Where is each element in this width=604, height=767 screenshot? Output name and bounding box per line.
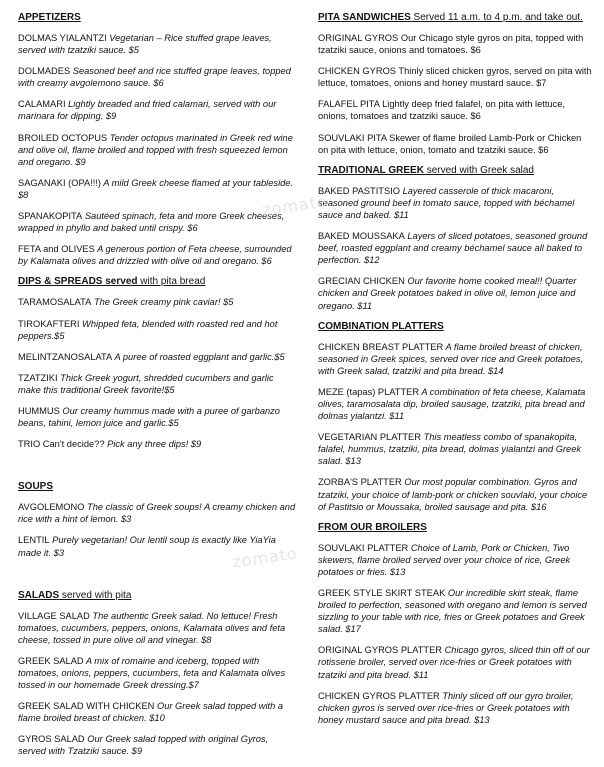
menu-item-taramosalata: TARAMOSALATA The Greek creamy pink caviar! $5 [18, 297, 234, 308]
menu-item-dolmas-yialantzi: DOLMAS YIALANTZI Vegetarian – Rice stuffed grape leaves, served with tzatziki sauce. $5 [18, 33, 272, 56]
watermark-bottom: zomato [230, 543, 299, 572]
section-title-soups: SOUPS [18, 481, 54, 493]
menu-item-original-gyros-platter: ORIGINAL GYROS PLATTER Chicago gyros, sliced thin off of our rotisserie broiler, served over rice-fries or Greek potatoes with tzatziki and pita bread. $11 [318, 645, 590, 680]
menu-item-tzatziki: TZATZIKI Thick Greek yogurt, shredded cucumbers and garlic make this traditional Greek favorite!$5 [18, 372, 274, 395]
menu-item-avgolemono: AVGOLEMONO The classic of Greek soups! A creamy chicken and rice with a hint of lemon. $3 [18, 502, 296, 525]
menu-item-vegetarian-platter: VEGETARIAN PLATTER This meatless combo of spanakopita, falafel, hummus, tzatziki, pita bread, dolmas yialantzi and Greek salad. $13 [318, 432, 582, 467]
section-title-broilers: FROM OUR BROILERS [318, 521, 427, 533]
menu-item-souvlaki-pita: SOUVLAKI PITA Skewer of flame broiled Lamb-Pork or Chicken on pita with lettuce, onion, tomato and tzatziki sauce. $6 [318, 132, 582, 155]
menu-item-lentil: LENTIL Purely vegetarian! Our lentil soup is exactly like YiaYia made it. $3 [18, 535, 276, 558]
menu-item-chicken-gyros-platter: CHICKEN GYROS PLATTER Thinly sliced off our gyro broiler, chicken gyros is served over rice-fries or Greek potatoes with honey mustard sauce and pita bread. $13 [318, 690, 574, 725]
section-title-salads: SALADS served with pita [18, 589, 132, 601]
menu-item-baked-moussaka: BAKED MOUSSAKA Layers of sliced potatoes, seasoned ground beef, roasted eggplant and creamy béchamel sauce all baked to perfection. $12 [318, 231, 588, 266]
section-title-dips: DIPS & SPREADS served with pita bread [18, 276, 206, 288]
section-title-appetizers: APPETIZERS [18, 12, 81, 23]
menu-item-trio: TRIO Can't decide?? Pick any three dips! $9 [18, 439, 202, 450]
menu-item-hummus: HUMMUS Our creamy hummus made with a puree of garbanzo beans, tahini, lemon juice and garlic.$5 [18, 405, 280, 429]
menu-item-calamari: CALAMARI Lightly breaded and fried calamari, served with our marinara for dipping. $9 [18, 99, 277, 122]
section-title-traditional: TRADITIONAL GREEK served with Greek salad [318, 164, 534, 176]
menu-item-greek-salad-chicken: GREEK SALAD WITH CHICKEN Our Greek salad topped with a flame broiled breast of chicken. $10 [18, 701, 284, 724]
menu-item-skirt-steak: GREEK STYLE SKIRT STEAK Our incredible skirt steak, flame broiled to perfection, seasoned with oregano and lemon is served sizzling to your table with rice, fries or Greek potatoes and Greek salad. $17 [318, 588, 587, 635]
menu-item-baked-pastitsio: BAKED PASTITSIO Layered casserole of thick macaroni, seasoned ground beef in tomato sauce, topped with béchamel sauce and baked. $11 [318, 185, 575, 220]
menu-item-falafel-pita: FALAFEL PITA Lightly deep fried falafel, on pita with lettuce, onions, tomatoes and tzatziki sauce. $6 [318, 99, 566, 122]
menu-item-tirokafteri: TIROKAFTERI Whipped feta, blended with roasted red and hot peppers.$5 [18, 318, 278, 341]
menu-item-meze-platter: MEZE (tapas) PLATTER A combination of feta cheese, Kalamata olives, taramosalata dip, broiled sausage, tzatziki, pita bread and dolmas yialantzi. $11 [318, 386, 586, 422]
menu-item-chicken-breast-platter: CHICKEN BREAST PLATTER A flame broiled breast of chicken, seasoned in Greek spices, served over rice and Greek potatoes, with Greek salad, tzatziki and pita bread. $14 [318, 341, 584, 376]
section-title-combination: COMBINATION PLATTERS [318, 320, 444, 332]
menu-item-zorbas-platter: ZORBA'S PLATTER Our most popular combination. Gyros and tzatziki, your choice of lamb-pork or chicken souvlaki, your choice of Pastitsio or Moussaka, broiled sausage and pita. $16 [318, 477, 588, 512]
section-title-pita: PITA SANDWICHES Served 11 a.m. to 4 p.m. and take out. [318, 12, 583, 23]
menu-item-saganaki: SAGANAKI (OPA!!!) A mild Greek cheese flamed at your tableside. $8 [18, 177, 294, 200]
menu-item-grecian-chicken: GRECIAN CHICKEN Our favorite home cooked meal!! Quarter chicken and Greek potatoes baked in olive oil, lemon juice and oregano. $11 [318, 276, 577, 311]
menu-item-souvlaki-platter: SOUVLAKI PLATTER Choice of Lamb, Pork or Chicken, Two skewers, flame broiled served over your choice of rice, Greek potatoes or fries. $13 [318, 542, 571, 577]
menu-item-feta-olives: FETA and OLIVES A generous portion of Feta cheese, surrounded by Kalamata olives and drizzled with olive oil and oregano. $6 [18, 244, 292, 267]
left-column [18, 12, 296, 767]
menu-item-original-gyros: ORIGINAL GYROS Our Chicago style gyros on pita, topped with tzatziki sauce, onions and tomatoes. $6 [318, 33, 584, 56]
menu-item-broiled-octopus: BROILED OCTOPUS Tender octopus marinated in Greek red wine and olive oil, flame broiled and topped with fresh squeezed lemon and oregano. $9 [18, 132, 293, 167]
menu-item-chicken-gyros: CHICKEN GYROS Thinly sliced chicken gyros, served on pita with lettuce, tomatoes, onions and honey mustard sauce. $7 [318, 66, 592, 89]
menu-item-gyros-salad: GYROS SALAD Our Greek salad topped with original Gyros, served with Tzatziki sauce. $9 [18, 734, 269, 757]
menu-item-dolmades: DOLMADES Seasoned beef and rice stuffed grape leaves, topped with creamy avgolemono sauce. $6 [18, 66, 291, 89]
menu-item-spanakopita: SPANAKOPITA Sautéed spinach, feta and more Greek cheeses, wrapped in phyllo and baked until crispy. $6 [18, 211, 285, 234]
watermark-top: zomato [260, 191, 329, 220]
menu-item-melintzanosalata: MELINTZANOSALATA A puree of roasted eggplant and garlic.$5 [18, 351, 285, 362]
menu-item-village-salad: VILLAGE SALAD The authentic Greek salad. No lettuce! Fresh tomatoes, cucumbers, peppers, onions, Kalamata olives and feta cheese, tossed in pure olive oil and vinegar. $8 [18, 610, 286, 645]
right-column [318, 12, 594, 735]
menu-item-greek-salad: GREEK SALAD A mix of romaine and iceberg, topped with tomatoes, onions, peppers, cucumbers, feta and Kalamata olives tossed in our homemade Greek dressing.$7 [18, 655, 286, 691]
